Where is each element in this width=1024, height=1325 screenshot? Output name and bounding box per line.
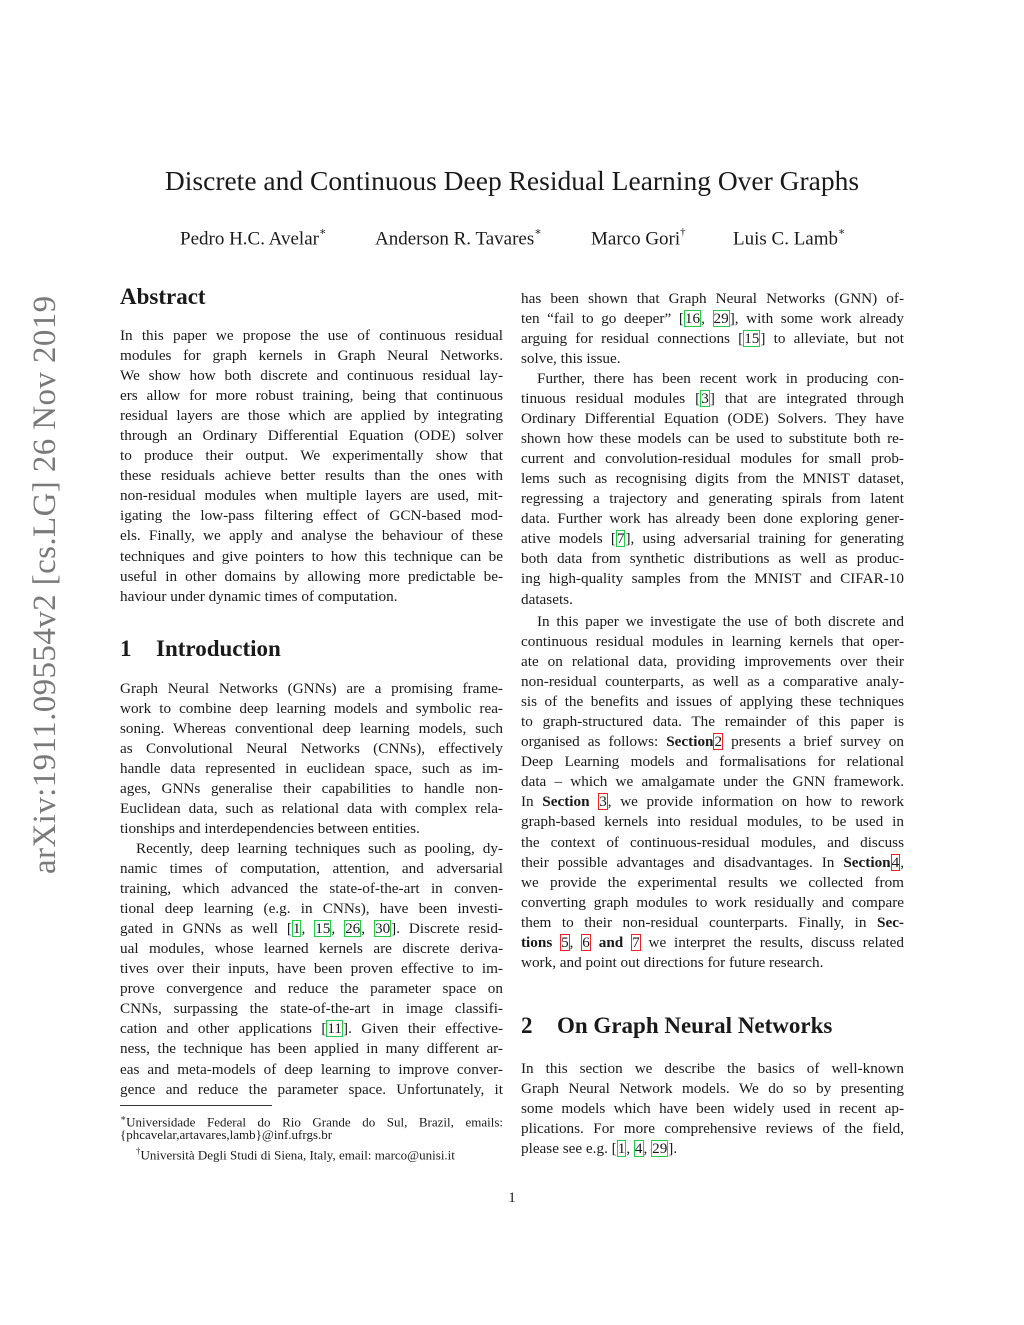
text-line: plications. For more comprehensive reviews of the field, [521,1120,904,1138]
author-list [0,220,1024,248]
text-line: the context of continuous-residual modules, and discuss [521,833,904,851]
text-fragment: ], with some work already [729,310,904,328]
text-line: solve, this issue. [521,350,621,368]
text-line [521,913,904,933]
text-fragment: ] to alleviate, but not [760,330,904,348]
section-ref-word: tions [521,933,561,951]
author-name: Marco Gori [591,228,681,250]
text-line: CNNs, surpassing the state-of-the-art in image classifi- [120,1000,503,1018]
text-line: ate on relational data, providing improvements over their [521,653,904,671]
footnote-mark: ∗ [120,1113,127,1123]
text-line: In this section we describe the basics of well-known [521,1060,904,1077]
arxiv-identifier-stamp: arXiv:1911.09554v2 [cs.LG] 26 Nov 2019 [27,295,63,874]
abstract-line: In this paper we propose the use of continuous residual [120,327,503,344]
citation-link[interactable]: 29 [652,1140,668,1158]
text-line [120,1019,503,1039]
section-ref-link[interactable]: 6 [582,933,590,951]
text-line: continuous residual modules in learning kernels that oper- [521,633,904,651]
text-line: Graph Neural Network models. We do so by presenting [521,1080,904,1098]
text-line: shown how these models can be used to substitute both re- [521,430,904,448]
author-1 [180,220,326,253]
text-fragment: In [521,793,543,811]
right-paragraph-3 [521,612,904,973]
text-line: tives over their inputs, have been proven effective to im- [120,960,503,978]
text-fragment: gated in GNNs as well [ [120,920,292,938]
author-affiliation-mark: ∗ [534,226,542,238]
text-line: some models which have been widely used in recent ap- [521,1100,904,1118]
citation-link[interactable]: 30 [374,920,391,938]
text-fragment: , [900,853,904,871]
author-name: Pedro H.C. Avelar [180,228,319,250]
text-line: prove convergence and reduce the parameter space on [120,980,503,998]
text-fragment: their possible advantages and disadvantages. In [521,853,844,871]
text-line: graph-based kernels into residual modules, to be used in [521,813,904,831]
text-line: regressing a trajectory and generating spirals from latent [521,490,904,508]
abstract-line: through an Ordinary Differential Equation (ODE) solver [120,427,503,445]
footnote-rule [120,1105,272,1106]
right-paragraph-2 [521,369,904,610]
abstract-line: haviour under dynamic times of computation. [120,587,398,605]
abstract-line: igating the low-pass filtering effect of GCN-based mod- [120,507,503,525]
text-fragment: presents a brief survey on [723,733,904,751]
section-title: On Graph Neural Networks [557,1013,833,1038]
text-line: has been shown that Graph Neural Networks (GNN) of- [521,290,904,307]
text-line: we provide the experimental results we collected from [521,873,904,891]
text-fragment: ten “fail to go deeper” [ [521,310,684,328]
text-line: please see e.g. [1, 4, 29]. [521,1140,678,1158]
text-line [521,732,904,752]
footnote-mark: † [136,1146,141,1156]
text-line: to graph-structured data. The remainder of this paper is [521,713,904,731]
text-line: gence and reduce the parameter space. Unfortunately, it [120,1080,503,1098]
text-line: lems such as recognising digits from the MNIST dataset, [521,470,904,488]
text-fragment: ]. [668,1140,678,1158]
text-line: work to combine deep learning models and symbolic rea- [120,700,503,718]
section-ref-word: Sec- [877,913,904,931]
text-fragment: organised as follows: [521,733,667,751]
text-fragment: ], using adversarial training for generating [625,530,904,548]
page-number: 1 [508,1190,516,1206]
text-fragment: tinuous residual modules [ [521,390,701,408]
intro-paragraph-2 [120,839,503,1100]
footnote-2 [136,1143,455,1163]
text-line: ness, the technique has been applied in many different ar- [120,1040,503,1058]
section-ref-link[interactable]: 5 [561,933,569,951]
abstract-line: modules for graph kernels in Graph Neural Networks. [120,347,503,365]
section-2-heading [521,1011,832,1041]
text-line: ten “fail to go deeper” [16, 29], with some work already [521,310,904,328]
text-fragment: ]. Discrete resid- [391,920,503,938]
abstract-line: these residuals achieve better results than the ones with [120,467,503,485]
text-line: tionships and interdependencies between entities. [120,820,420,838]
text-line: non-residual counterparts, as well as a comparative analy- [521,673,904,691]
text-fragment: them to their non-residual counterparts. Finally, in [521,913,877,931]
text-line: Ordinary Differential Equation (ODE) Solvers. They have [521,410,904,428]
text-line [521,329,904,349]
text-line: ing high-quality samples from the MNIST and CIFAR-10 [521,570,904,588]
abstract-line: useful in other domains by allowing more predictable be- [120,567,503,585]
text-fragment: please see e.g. [ [521,1140,617,1158]
abstract-line: techniques and give pointers to how this technique can be [120,547,503,565]
text-fragment: , we provide information on how to rework [607,793,904,811]
citation-link[interactable]: 15 [744,330,760,348]
text-line: ual modules, whose learned kernels are discrete deriva- [120,940,503,958]
citation-link[interactable]: 1 [617,1140,626,1158]
section-ref-word: Section [843,853,891,871]
text-line: converting graph modules to work residually and compare [521,893,904,911]
abstract-line: non-residual modules when multiple layers are used, mit- [120,487,503,505]
text-line [521,389,904,409]
section-number: 2 [521,1013,533,1038]
abstract-line: residual layers are those which are applied by integrating [120,407,503,425]
text-line: namic times of computation, attention, and adversarial [120,860,503,878]
section-ref-link[interactable]: 3 [599,793,607,811]
author-4 [733,220,846,253]
text-fragment: arguing for residual connections [ [521,330,744,348]
right-paragraph-1 [521,289,904,369]
author-3 [591,220,686,253]
abstract-heading: Abstract [120,284,206,309]
abstract-line: ers allow for more robust training, being that continuous [120,387,503,405]
footnote-text: Università Degli Studi di Siena, Italy, email: marco@unisi.it [140,1147,455,1163]
citation-link[interactable]: 16 [684,310,701,328]
text-line: ages, GNNs generalise their capabilities to handle non- [120,780,503,798]
text-fragment: we interpret the results, discuss related [640,933,905,951]
text-line: gated in GNNs as well [1, 15, 26, 30]. Discrete resid- [120,920,503,938]
footnote-text: Universidade Federal do Rio Grande do Sul, Brazil, emails: [126,1114,503,1130]
author-name: Anderson R. Tavares [375,228,535,250]
citation-link[interactable]: 11 [327,1020,343,1038]
section-ref-word: Section [542,793,590,811]
citation-link[interactable]: 7 [616,530,625,548]
text-fragment: ative models [ [521,530,616,548]
text-line: current and convolution-residual modules for small prob- [521,450,904,468]
author-affiliation-mark: † [680,226,686,238]
citation-link[interactable]: 3 [701,390,709,408]
text-line: Euclidean data, such as relational data with complex rela- [120,800,503,818]
section-ref-word: Section [666,733,714,751]
section-ref-link[interactable]: 4 [891,853,900,871]
paper-title: Discrete and Continuous Deep Residual Learning Over Graphs [164,165,860,196]
abstract-body [120,326,503,607]
abstract-line: to produce their output. We experimentally show that [120,447,503,465]
text-line: tions 5, 6 and 7 we interpret the results, discuss related [521,933,905,951]
text-line: data – which we amalgamate under the GNN framework. [521,773,904,791]
abstract-line: els. Finally, we apply and analyse the behaviour of these [120,527,503,545]
citation-link[interactable]: 26 [345,920,361,938]
text-line: tional deep learning (e.g. in CNNs), have been investi- [120,900,503,918]
text-fragment: cation and other applications [ [120,1020,327,1038]
text-line: Graph Neural Networks (GNNs) are a promising frame- [120,680,503,697]
citation-link[interactable]: 29 [713,310,729,328]
author-affiliation-mark: ∗ [318,226,327,238]
section-ref-link[interactable]: 2 [714,733,723,751]
section-ref-word: and [598,933,624,951]
author-affiliation-mark: ∗ [838,226,846,238]
footnote-1-emails: {phcavelar,artavares,lamb}@inf.ufrgs.br [120,1127,333,1142]
text-line: In this paper we investigate the use of both discrete and [537,613,904,630]
section-number: 1 [120,636,132,661]
text-line [521,529,904,549]
text-line: sis of the benefits and issues of applying these techniques [521,693,904,711]
text-line: Deep Learning models and formalisations for relational [521,753,904,771]
text-line: datasets. [521,590,573,608]
author-2 [375,220,542,253]
text-fragment: ] that are integrated through [709,390,904,408]
text-fragment: ]. Given their effective- [343,1020,504,1038]
section-ref-link[interactable]: 7 [632,933,640,951]
text-line: soning. Whereas conventional deep learning models, such [120,720,503,738]
text-line: eas and meta-models of deep learning to improve conver- [120,1060,503,1078]
text-line: as Convolutional Neural Networks (CNNs), effectively [120,740,503,758]
text-line: Recently, deep learning techniques such as pooling, dy- [136,840,503,857]
text-line: handle data represented in euclidean space, such as im- [120,760,503,778]
text-line: work, and point out directions for future research. [521,953,824,971]
section-2-paragraph [521,1059,904,1159]
section-title: Introduction [156,636,281,661]
text-line: both data from synthetic distributions as well as produc- [521,550,904,568]
abstract-line: We show how both discrete and continuous residual lay- [120,367,503,385]
text-line: data. Further work has already been done exploring gener- [521,510,904,528]
author-name: Luis C. Lamb [733,228,839,250]
text-line: Further, there has been recent work in producing con- [537,370,904,387]
citation-link[interactable]: 4 [634,1140,643,1158]
section-1-heading [120,634,281,664]
text-line [521,792,904,812]
text-line [521,853,904,873]
intro-paragraph-1 [120,679,503,839]
text-line: training, which advanced the state-of-the-art in conven- [120,880,503,898]
citation-link[interactable]: 1 [292,920,301,938]
citation-link[interactable]: 15 [315,920,331,938]
